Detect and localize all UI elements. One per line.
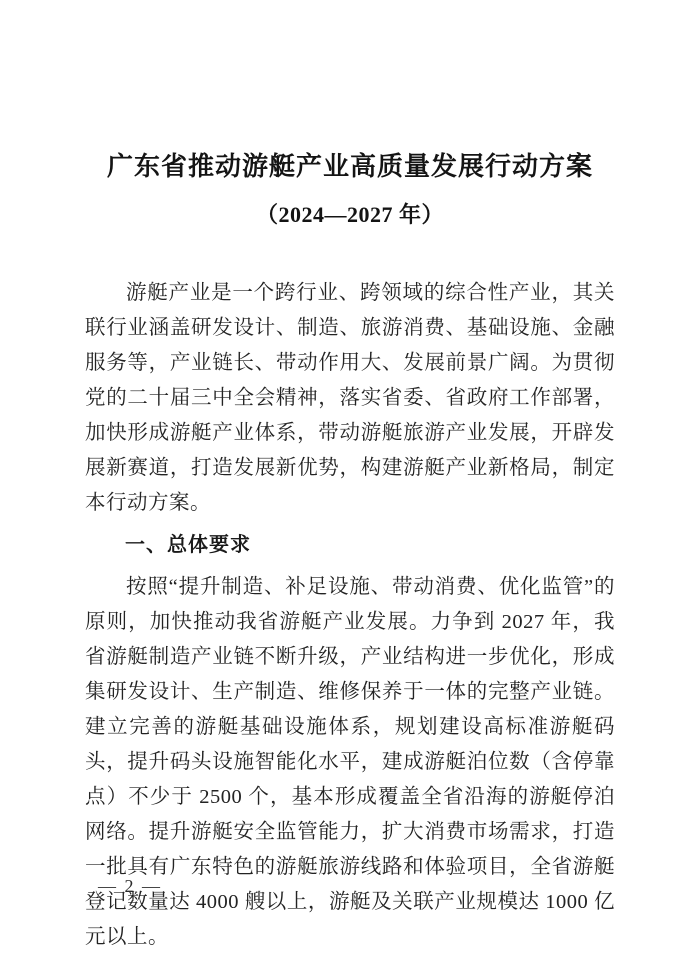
document-subtitle: （2024—2027 年）	[255, 202, 444, 227]
section-heading-overall-requirements: 一、总体要求	[125, 534, 251, 556]
intro-paragraph: 游艇产业是一个跨行业、跨领域的综合性产业，其关联行业涵盖研发设计、制造、旅游消费、基础设施、金融服务等，产业链长、带动作用大、发展前景广阔。为贯彻党的二十届三中全会精神，落实省委、省政府工作部署，加快形成游艇产业体系，带动游艇旅游产业发展，开辟发展新赛道，打造发展新优势，构建游艇产业新格局，制定本行动方案。	[85, 282, 615, 514]
document-title: 广东省推动游艇产业高质量发展行动方案	[106, 152, 593, 181]
page-number: — 2 —	[98, 876, 162, 896]
section-paragraph: 按照“提升制造、补足设施、带动消费、优化监管”的原则，加快推动我省游艇产业发展。力争到 2027 年，我省游艇制造产业链不断升级，产业结构进一步优化，形成集研发设计、生产制造、维修保养于一体的完整产业链。建立完善的游艇基础设施体系，规划建设高标准游艇码头，提升码头设施智能化水平，建成游艇泊位数（含停靠点）不少于 2500 个，基本形成覆盖全省沿海的游艇停泊网络。提升游艇安全监管能力，扩大消费市场需求，打造一批具有广东特色的游艇旅游线路和体验项目，全省游艇登记数量达 4000 艘以上，游艇及关联产业规模达 1000 亿元以上。	[85, 576, 615, 948]
